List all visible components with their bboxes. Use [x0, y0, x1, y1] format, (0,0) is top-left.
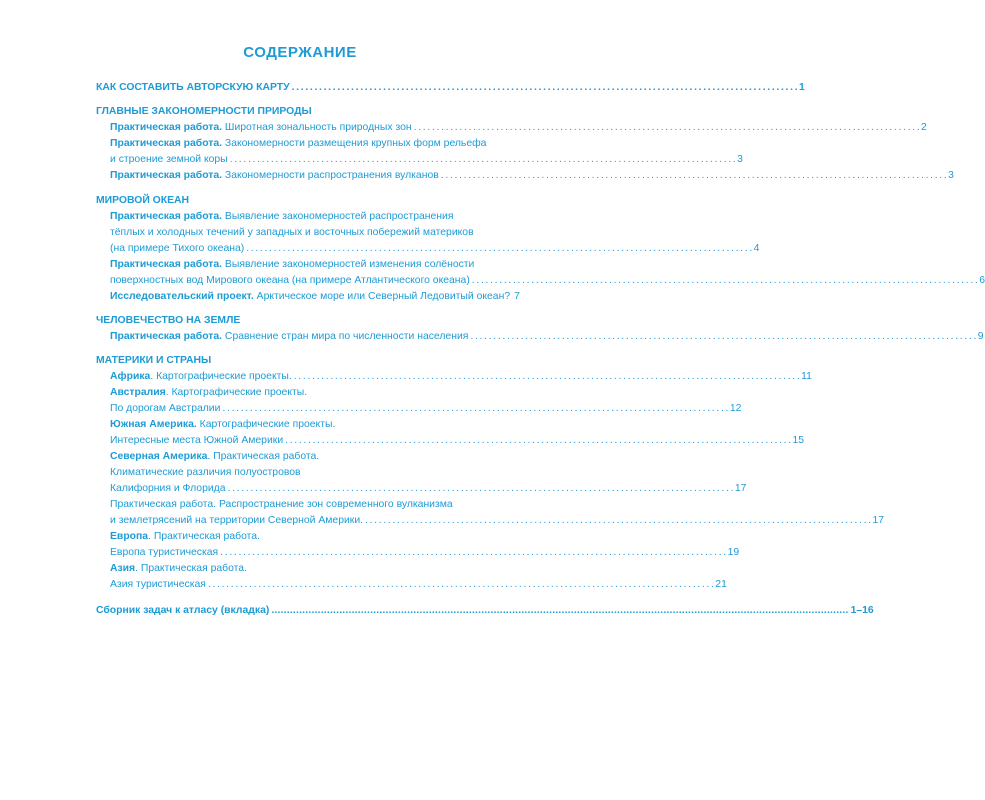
- continent-label: Европа: [110, 531, 149, 542]
- toc-page-number: 6: [979, 275, 985, 286]
- toc-entry-north-america-line2: Климатические различия полуостровов: [110, 467, 301, 478]
- toc-entry-label: Арктическое море или Северный Ледовитый океан?: [253, 291, 511, 302]
- toc-page-number: 3: [737, 154, 743, 165]
- dot-leader: [222, 401, 727, 417]
- dot-leader: [414, 120, 919, 136]
- toc-entry-label: поверхностных вод Мирового океана (на примере Атлантического океана): [110, 275, 470, 286]
- toc-entry-nature-2-line1[interactable]: [110, 136, 486, 152]
- toc-page-number: 12: [729, 403, 742, 414]
- toc-entry-ocean-3[interactable]: [110, 289, 520, 305]
- toc-entry-label: Калифорния и Флорида: [110, 483, 226, 494]
- toc-entry-europe-line1[interactable]: [110, 529, 260, 545]
- toc-entry-north-america-2-line1[interactable]: Практическая работа. Распространение зон современного вулканизма: [110, 499, 453, 510]
- toc-entry-australia[interactable]: [110, 401, 742, 417]
- entry-type-label: Практическая работа.: [110, 211, 223, 222]
- entry-type-label: Практическая работа.: [110, 259, 223, 270]
- dot-leader: [292, 80, 797, 96]
- toc-entry-ocean-1[interactable]: [110, 241, 760, 257]
- toc-entry-task-book[interactable]: [96, 603, 874, 619]
- toc-page-number: 2: [921, 122, 927, 133]
- toc-page-number: 17: [872, 515, 884, 526]
- entry-type-label: Практическая работа.: [110, 138, 223, 149]
- toc-page-number: 15: [792, 435, 805, 446]
- toc-entry-africa[interactable]: [110, 369, 812, 385]
- dot-leader: [230, 152, 735, 168]
- toc-entry-label: Европа туристическая: [110, 547, 219, 558]
- toc-entry-label: Сравнение стран мира по численности населения: [222, 331, 469, 342]
- toc-entry-label: Азия туристическая: [110, 579, 206, 590]
- page-title: СОДЕРЖАНИЕ: [243, 44, 357, 61]
- toc-entry-label: Широтная зональность природных зон: [222, 122, 412, 133]
- dot-leader: [208, 577, 713, 593]
- section-heading-ocean: МИРОВОЙ ОКЕАН: [96, 195, 190, 206]
- toc-entry-label: Выявление закономерностей изменения солёности: [222, 259, 475, 270]
- toc-entry-humanity-1[interactable]: [110, 329, 984, 345]
- entry-type-label: Практическая работа.: [110, 331, 223, 342]
- toc-page-number: 17: [734, 483, 747, 494]
- entry-type-label: Исследовательский проект.: [110, 291, 254, 302]
- entry-type-label: Практическая работа.: [110, 122, 223, 133]
- toc-entry-label: Сборник задач к атласу (вкладка): [96, 605, 270, 616]
- toc-entry-nature-1[interactable]: [110, 120, 927, 136]
- entry-type-label: Практическая работа.: [110, 170, 223, 181]
- toc-entry-label: и строение земной коры: [110, 154, 228, 165]
- toc-page-number: 19: [727, 547, 740, 558]
- toc-page-number: 7: [514, 291, 520, 302]
- section-heading-humanity: ЧЕЛОВЕЧЕСТВО НА ЗЕМЛЕ: [96, 315, 241, 326]
- toc-entry-label: и землетрясений на территории Северной Америки.: [110, 515, 364, 526]
- toc-page-number: 4: [753, 243, 760, 254]
- toc-entry-label: Закономерности размещения крупных форм рельефа: [222, 138, 487, 149]
- toc-entry-nature-3[interactable]: [110, 168, 954, 184]
- toc-entry-asia[interactable]: [110, 577, 727, 593]
- dot-leader: [472, 273, 977, 289]
- toc-entry-label: Картографические проекты.: [196, 419, 336, 430]
- toc-entry-label: Выявление закономерностей распространения: [222, 211, 454, 222]
- section-heading-nature: ГЛАВНЫЕ ЗАКОНОМЕРНОСТИ ПРИРОДЫ: [96, 106, 312, 117]
- continent-label: Азия: [110, 563, 136, 574]
- continent-label: Южная Америка.: [110, 419, 197, 430]
- dot-leader: [228, 481, 733, 497]
- toc-entry-europe[interactable]: [110, 545, 740, 561]
- toc-entry-label: (на примере Тихого океана): [110, 243, 245, 254]
- toc-entry-australia-line1[interactable]: [110, 385, 307, 401]
- toc-entry-label: . Практическая работа.: [135, 563, 247, 574]
- toc-entry-label: КАК СОСТАВИТЬ АВТОРСКУЮ КАРТУ: [96, 82, 290, 93]
- toc-page-number: 1: [799, 82, 805, 93]
- dot-leader: [441, 168, 946, 184]
- toc-entry-label: . Картографические проекты.: [150, 371, 292, 382]
- toc-entry-label: . Картографические проекты.: [165, 387, 308, 398]
- toc-entry-label: Закономерности распространения вулканов: [222, 170, 439, 181]
- toc-entry-north-america[interactable]: [110, 481, 747, 497]
- toc-entry-south-america[interactable]: [110, 433, 805, 449]
- toc-entry-north-america-2[interactable]: [110, 513, 884, 529]
- toc-page-number: 11: [801, 371, 812, 382]
- toc-page-number: 1–16: [850, 605, 874, 616]
- toc-entry-label: Интересные места Южной Америки: [110, 435, 284, 446]
- toc-entry-north-america-line1[interactable]: [110, 449, 319, 465]
- toc-page-number: 9: [977, 331, 984, 342]
- dot-leader: [294, 369, 799, 385]
- continent-label: Австралия: [110, 387, 166, 398]
- toc-entry-ocean-1-line1[interactable]: [110, 209, 453, 225]
- toc-page-number: 21: [715, 579, 727, 590]
- toc-entry-ocean-1-line2: тёплых и холодных течений у западных и восточных побережий материков: [110, 227, 474, 238]
- toc-entry-south-america-line1[interactable]: [110, 417, 335, 433]
- toc-entry-label: . Практическая работа.: [207, 451, 320, 462]
- dot-leader: [246, 241, 751, 257]
- continent-label: Северная Америка: [110, 451, 208, 462]
- toc-entry-label: . Практическая работа.: [148, 531, 260, 542]
- dot-leader: [220, 545, 725, 561]
- toc-entry-ocean-2-line1[interactable]: [110, 257, 474, 273]
- section-heading-continents: МАТЕРИКИ И СТРАНЫ: [96, 355, 212, 366]
- toc-page-number: 3: [948, 170, 954, 181]
- dot-leader: [470, 329, 975, 345]
- toc-entry-asia-line1[interactable]: [110, 561, 247, 577]
- toc-entry-nature-2[interactable]: [110, 152, 743, 168]
- dot-leader: [365, 513, 870, 529]
- toc-entry-ocean-2[interactable]: [110, 273, 985, 289]
- dot-leader: [271, 603, 848, 619]
- dot-leader: [285, 433, 790, 449]
- continent-label: Африка: [110, 371, 151, 382]
- toc-entry-label: По дорогам Австралии: [110, 403, 221, 414]
- toc-entry-author-map[interactable]: [96, 80, 805, 96]
